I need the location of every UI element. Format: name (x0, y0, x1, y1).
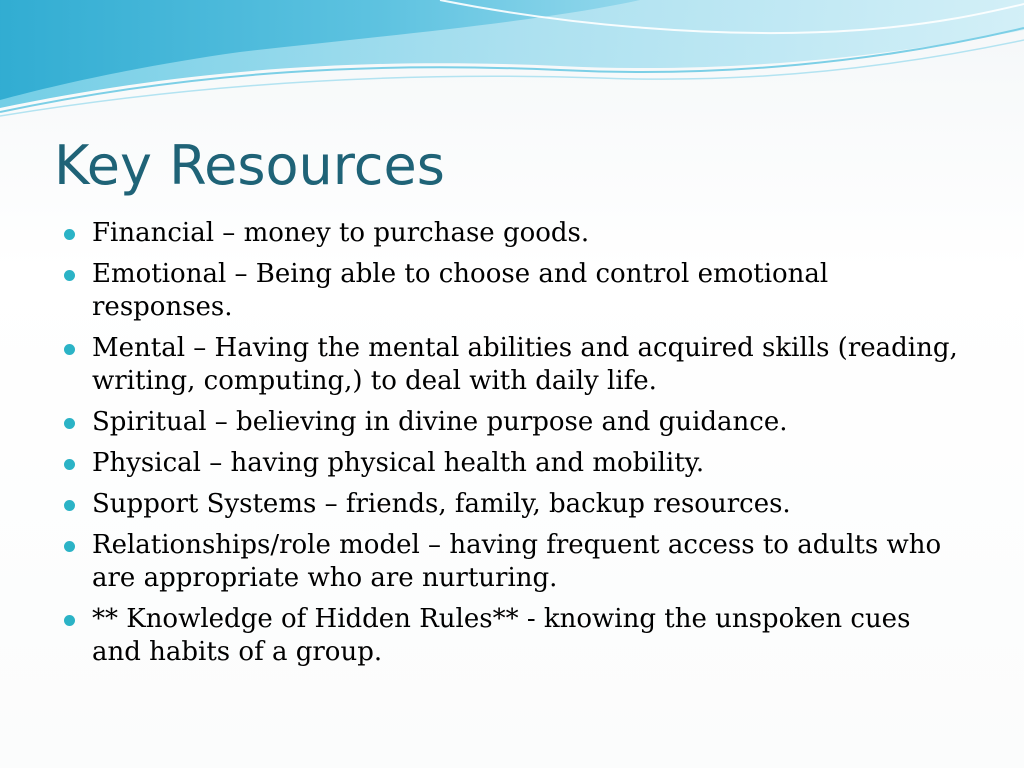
bullet-text: Spiritual – believing in divine purpose and guidance. (92, 407, 788, 437)
bullet-dot-icon (64, 500, 75, 511)
bullet-text: Financial – money to purchase goods. (92, 218, 590, 248)
bullet-text: Physical – having physical health and mobility. (92, 448, 705, 478)
bullet-dot-icon (64, 418, 75, 429)
bullet-item-emotional (64, 258, 964, 324)
slide-title: Key Resources (54, 134, 445, 197)
bullet-dot-icon (64, 459, 75, 470)
bullet-text: Support Systems – friends, family, backup resources. (92, 489, 791, 519)
bullet-item-physical (64, 447, 964, 480)
bullet-dot-icon (64, 344, 75, 355)
bullet-dot-icon (64, 229, 75, 240)
bullet-text: Relationships/role model – having frequent access to adults who are appropriate who are nurturing. (92, 530, 942, 593)
bullet-dot-icon (64, 615, 75, 626)
bullet-item-support-systems (64, 488, 964, 521)
bullet-item-mental (64, 332, 964, 398)
bullet-item-financial (64, 217, 964, 250)
bullet-text: Emotional – Being able to choose and control emotional responses. (92, 259, 829, 322)
bullet-list (64, 217, 964, 677)
bullet-dot-icon (64, 541, 75, 552)
bullet-dot-icon (64, 270, 75, 281)
bullet-text: ** Knowledge of Hidden Rules** - knowing the unspoken cues and habits of a group. (92, 604, 911, 667)
bullet-item-hidden-rules (64, 603, 964, 669)
bullet-item-spiritual (64, 406, 964, 439)
header-wave-decoration (0, 0, 1024, 120)
bullet-text: Mental – Having the mental abilities and acquired skills (reading, writing, computing,) to deal with daily life. (92, 333, 958, 396)
bullet-item-relationships (64, 529, 964, 595)
